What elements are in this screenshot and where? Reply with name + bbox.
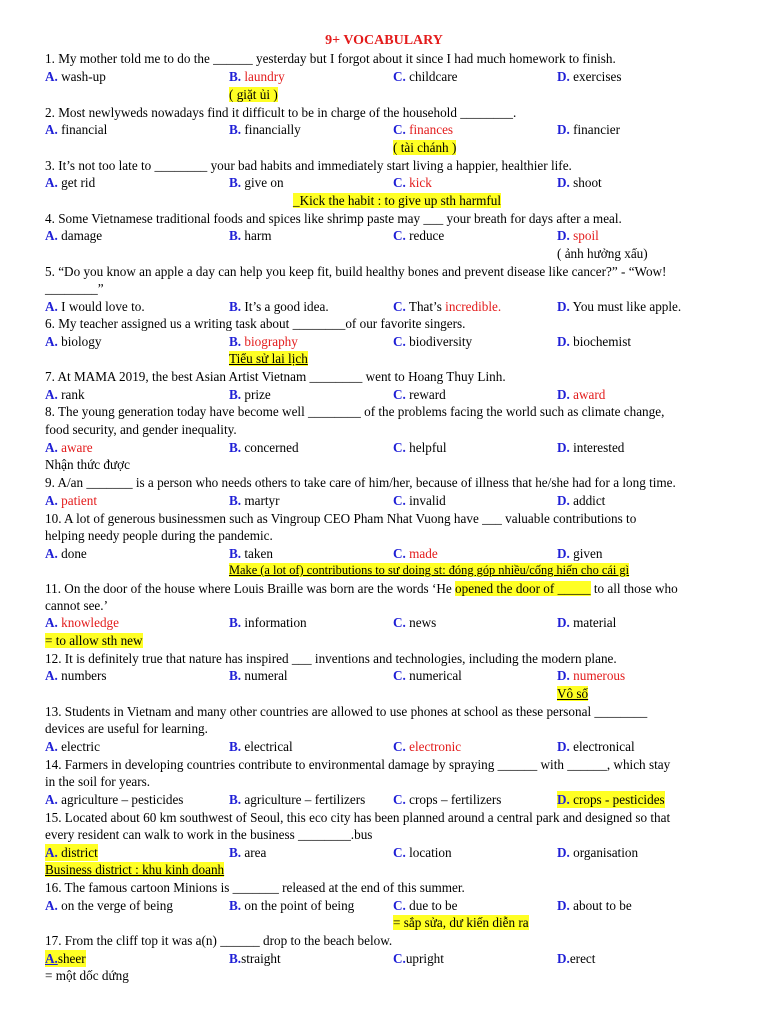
option-c-answer: C. electronic xyxy=(393,739,462,754)
option-c: C. reduce xyxy=(393,228,445,243)
question-1-note: ( giặt ủi ) xyxy=(229,87,278,102)
question-14-stem-line2: in the soil for years. xyxy=(45,774,151,789)
option-c: C. helpful xyxy=(393,440,447,455)
question-10-options xyxy=(45,545,745,562)
option-a: A. damage xyxy=(45,228,103,243)
question-16-note: = sắp sửa, dư kiến diễn ra xyxy=(393,915,529,930)
option-a: A. get rid xyxy=(45,175,96,190)
question-13-options xyxy=(45,738,745,755)
option-b: B. numeral xyxy=(229,668,288,683)
question-3-options xyxy=(45,174,745,191)
option-b: B. concerned xyxy=(229,440,299,455)
question-1-options xyxy=(45,68,745,85)
option-d: D.erect xyxy=(557,951,596,966)
option-c: C. biodiversity xyxy=(393,334,473,349)
question-5-stem-line1: 5. “Do you know an apple a day can help you keep fit, build healthy bones and prevent disease like cancer?” - “Wow! xyxy=(45,264,667,279)
question-10-stem-line2: helping needy people during the pandemic. xyxy=(45,528,273,543)
option-a: A. financial xyxy=(45,122,108,137)
question-2-note: ( tài chánh ) xyxy=(393,140,457,155)
question-6-note: Tiểu sử lai lịch xyxy=(229,351,308,366)
option-d: D. addict xyxy=(557,493,606,508)
option-c: C.upright xyxy=(393,951,444,966)
question-14-stem-line1: 14. Farmers in developing countries contribute to environmental damage by spraying ______ with ______, which stay xyxy=(45,757,671,772)
option-a: A. done xyxy=(45,546,87,561)
question-7-stem: 7. At MAMA 2019, the best Asian Artist Vietnam ________ went to Hoang Thuy Linh. xyxy=(45,369,506,384)
option-b: B. financially xyxy=(229,122,301,137)
option-b: B. It’s a good idea. xyxy=(229,299,329,314)
option-c-answer: C. made xyxy=(393,546,438,561)
option-a: A. I would love to. xyxy=(45,299,145,314)
option-b-answer: B. laundry xyxy=(229,69,285,84)
question-2-stem: 2. Most newlyweds nowadays find it difficult to be in charge of the household ________. xyxy=(45,105,517,120)
option-a-answer: A. aware xyxy=(45,440,93,455)
question-16-stem: 16. The famous cartoon Minions is _______ released at the end of this summer. xyxy=(45,880,465,895)
option-a: A. rank xyxy=(45,387,85,402)
option-c: C. numerical xyxy=(393,668,462,683)
question-8-options xyxy=(45,439,745,456)
question-2-options xyxy=(45,121,745,138)
option-a: A. on the verge of being xyxy=(45,898,173,913)
question-3-stem: 3. It’s not too late to ________ your bad habits and immediately start living a happier, healthier life. xyxy=(45,158,572,173)
page-title: 9+ VOCABULARY xyxy=(325,33,443,48)
option-b: B.straight xyxy=(229,951,281,966)
option-b: B. taken xyxy=(229,546,273,561)
question-12-stem: 12. It is definitely true that nature has inspired ___ inventions and technologies, including the modern plane. xyxy=(45,651,617,666)
question-17-options xyxy=(45,950,745,967)
option-b-answer: B. biography xyxy=(229,334,298,349)
question-15-stem-line1: 15. Located about 60 km southwest of Seoul, this eco city has been planned around a central park and designed so that xyxy=(45,810,671,825)
option-d-answer: D. award xyxy=(557,387,606,402)
question-9-stem: 9. A/an _______ is a person who needs others to take care of him/her, because of illness that he/she had for a long time. xyxy=(45,475,676,490)
question-17-note: = một dốc dứng xyxy=(45,968,129,983)
option-a-answer: A.sheer xyxy=(45,951,86,966)
option-a: A. electric xyxy=(45,739,100,754)
question-10-stem-line1: 10. A lot of generous businessmen such as Vingroup CEO Pham Nhat Vuong have ___ valuable contributions to xyxy=(45,511,637,526)
option-d: D. You must like apple. xyxy=(557,299,682,314)
option-b: B. agriculture – fertilizers xyxy=(229,792,366,807)
question-8-note: Nhận thức được xyxy=(45,457,130,472)
option-b: B. prize xyxy=(229,387,271,402)
question-1-stem: 1. My mother told me to do the ______ yesterday but I forgot about it since I had much homework to finish. xyxy=(45,51,616,66)
question-10-note: Make (a lot of) contributions to sư doing st: đóng góp nhiều/cống hiến cho cái gì xyxy=(229,563,630,577)
question-4-stem: 4. Some Vietnamese traditional foods and spices like shrimp paste may ___ your breath for days after a meal. xyxy=(45,211,622,226)
option-d-answer: D. spoil xyxy=(557,228,599,243)
option-a: A. numbers xyxy=(45,668,107,683)
option-a: A. agriculture – pesticides xyxy=(45,792,184,807)
option-c: C. reward xyxy=(393,387,446,402)
option-a-answer: A. district xyxy=(45,845,98,860)
option-d: D. organisation xyxy=(557,845,639,860)
option-c: C. crops – fertilizers xyxy=(393,792,502,807)
option-d-answer: D. crops - pesticides xyxy=(557,792,665,807)
question-4-note: ( ảnh hưởng xấu) xyxy=(557,246,648,261)
question-14-options xyxy=(45,791,745,808)
question-3-note: _Kick the habit : to give up sth harmful xyxy=(293,193,502,208)
option-d: D. shoot xyxy=(557,175,602,190)
question-17-stem: 17. From the cliff top it was a(n) ______ drop to the beach below. xyxy=(45,933,393,948)
option-d: D. given xyxy=(557,546,603,561)
option-c: C. childcare xyxy=(393,69,458,84)
question-11-options xyxy=(45,614,745,631)
option-b: B. electrical xyxy=(229,739,293,754)
option-d: D. financier xyxy=(557,122,620,137)
option-a-answer: A. knowledge xyxy=(45,615,119,630)
option-d: D. material xyxy=(557,615,617,630)
option-d: D. interested xyxy=(557,440,625,455)
option-d-answer: D. numerous xyxy=(557,668,626,683)
option-b: B. information xyxy=(229,615,307,630)
question-15-stem-line2: every resident can walk to work in the business ________.bus xyxy=(45,827,373,842)
question-6-options xyxy=(45,333,745,350)
question-8-stem-line2: food security, and gender inequality. xyxy=(45,422,237,437)
question-4-options xyxy=(45,227,745,244)
option-d: D. biochemist xyxy=(557,334,631,349)
question-12-note: Vô số xyxy=(557,686,589,701)
question-16-options xyxy=(45,897,745,914)
question-11-note: = to allow sth new xyxy=(45,633,143,648)
question-15-options xyxy=(45,844,745,861)
question-5-options xyxy=(45,298,745,315)
option-c-answer: C. due to be xyxy=(393,898,458,913)
option-d: D. electronical xyxy=(557,739,635,754)
option-b: B. harm xyxy=(229,228,272,243)
option-c-answer: C. That’s incredible. xyxy=(393,299,502,314)
question-8-stem-line1: 8. The young generation today have become well ________ of the problems facing the world such as climate change, xyxy=(45,404,665,419)
question-13-stem-line1: 13. Students in Vietnam and many other countries are allowed to use phones at school as these personal ________ xyxy=(45,704,648,719)
option-c-answer: C. kick xyxy=(393,175,432,190)
question-15-note: Business district : khu kinh doanh xyxy=(45,862,225,877)
option-c: C. location xyxy=(393,845,452,860)
option-c-answer: C. finances xyxy=(393,122,454,137)
option-c: C. news xyxy=(393,615,437,630)
question-5-stem-line2: ________” xyxy=(45,281,104,296)
option-a: A. biology xyxy=(45,334,102,349)
question-7-options xyxy=(45,386,745,403)
question-11-stem-line1: 11. On the door of the house where Louis Braille was born are the words ‘He opened the door of _____ to all those who xyxy=(45,581,678,596)
option-b: B. martyr xyxy=(229,493,280,508)
question-6-stem: 6. My teacher assigned us a writing task about ________of our favorite singers. xyxy=(45,316,466,331)
option-d: D. about to be xyxy=(557,898,632,913)
option-c: C. invalid xyxy=(393,493,446,508)
question-12-options xyxy=(45,667,745,684)
option-b: B. area xyxy=(229,845,267,860)
question-13-stem-line2: devices are useful for learning. xyxy=(45,721,208,736)
option-b: B. on the point of being xyxy=(229,898,355,913)
option-a: A. wash-up xyxy=(45,69,106,84)
option-b: B. give on xyxy=(229,175,284,190)
option-a-answer: A. patient xyxy=(45,493,98,508)
option-d: D. exercises xyxy=(557,69,622,84)
question-11-stem-line2: cannot see.’ xyxy=(45,598,108,613)
question-9-options xyxy=(45,492,745,509)
